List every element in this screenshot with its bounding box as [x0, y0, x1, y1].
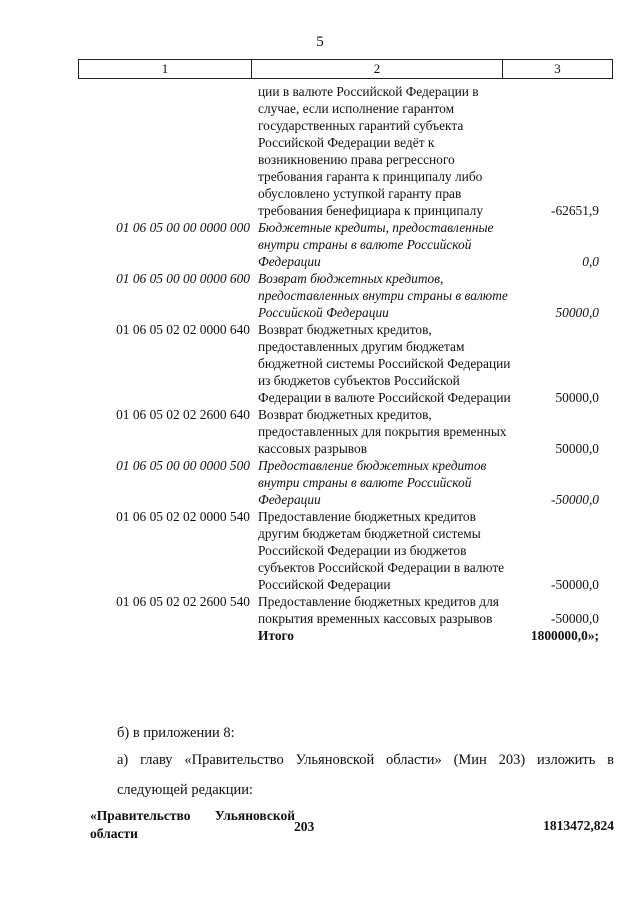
- row-value: 50000,0: [555, 390, 599, 405]
- table-row: [78, 457, 613, 508]
- row-value-cell: [512, 321, 613, 406]
- header-col-1: 1: [79, 60, 252, 78]
- row-value: 1800000,0»;: [530, 628, 599, 643]
- row-code: 01 06 05 02 02 2600 640: [116, 407, 250, 422]
- row-value: -50000,0: [551, 611, 599, 626]
- row-value: 50000,0: [555, 305, 599, 320]
- table-header: [78, 59, 613, 79]
- table-row: [78, 508, 613, 593]
- row-value-cell: [512, 508, 613, 593]
- row-code: 01 06 05 00 00 0000 600: [116, 271, 250, 286]
- row-name: Итого: [258, 628, 294, 643]
- row-value: -50000,0: [551, 577, 599, 592]
- row-code: [78, 83, 254, 219]
- paragraph-b: б) в приложении 8:: [117, 725, 235, 741]
- table-row: [78, 627, 613, 644]
- row-value-cell: [512, 457, 613, 508]
- table-row: [78, 321, 613, 406]
- page-number: 5: [316, 34, 324, 50]
- row-name: Возврат бюджетных кредитов, предоставленных для покрытия временных кассовых разрывов: [258, 407, 507, 456]
- row-value-cell: [512, 627, 613, 644]
- row-code: 01 06 05 02 02 0000 640: [116, 322, 250, 337]
- paragraph-a: а) главу «Правительство Ульяновской области» (Мин 203) изложить в следующей редакции:: [117, 752, 614, 798]
- table-row: [78, 406, 613, 457]
- row-name: Возврат бюджетных кредитов, предоставленных внутри страны в валюте Российской Федерации: [258, 271, 508, 320]
- row-value: -50000,0: [551, 492, 599, 507]
- row-value: -62651,9: [551, 203, 599, 218]
- table-row: [78, 219, 613, 270]
- final-row-code: 203: [294, 819, 315, 834]
- row-name: Возврат бюджетных кредитов, предоставленных другим бюджетам бюджетной системы Российской Федерации из бюджетов субъектов Российской Федерации в валюте Российской Федерации: [258, 322, 511, 405]
- row-code: 01 06 05 02 02 2600 540: [116, 594, 250, 609]
- row-code: 01 06 05 00 00 0000 500: [116, 458, 250, 473]
- row-name: ции в валюте Российской Федерации в случае, если исполнение гарантом государственных гарантий субъекта Российской Федерации ведёт к возникновению права регрессного требования гаранта к принципалу либо обусловлено уступкой гаранту прав требования бенефициара к принципалу: [258, 84, 484, 218]
- row-name: Предоставление бюджетных кредитов внутри страны в валюте Российской Федерации: [258, 458, 487, 507]
- final-row-value: 1813472,824: [543, 818, 614, 833]
- table-row: [78, 593, 613, 627]
- table-row: [78, 83, 613, 219]
- row-name: Предоставление бюджетных кредитов для покрытия временных кассовых разрывов: [258, 594, 499, 626]
- row-code: [78, 627, 254, 644]
- table-body: [78, 83, 613, 644]
- header-col-2: 2: [252, 60, 503, 78]
- final-row-name: «Правительство Ульяновской области: [90, 808, 295, 841]
- header-col-3: 3: [554, 61, 561, 76]
- row-value: 50000,0: [555, 441, 599, 456]
- row-value-cell: [512, 593, 613, 627]
- row-name: Предоставление бюджетных кредитов другим бюджетам бюджетной системы Российской Федерации из бюджетов субъектов Российской Федерации в валюте Российской Федерации: [258, 509, 505, 592]
- row-value-cell: [512, 83, 613, 219]
- table-row: [78, 270, 613, 321]
- row-value-cell: [512, 219, 613, 270]
- row-value-cell: [512, 406, 613, 457]
- row-value-cell: [512, 270, 613, 321]
- row-name: Бюджетные кредиты, предоставленные внутри страны в валюте Российской Федерации: [258, 220, 494, 269]
- row-code: 01 06 05 00 00 0000 000: [116, 220, 250, 235]
- row-value: 0,0: [582, 254, 599, 269]
- row-code: 01 06 05 02 02 0000 540: [116, 509, 250, 524]
